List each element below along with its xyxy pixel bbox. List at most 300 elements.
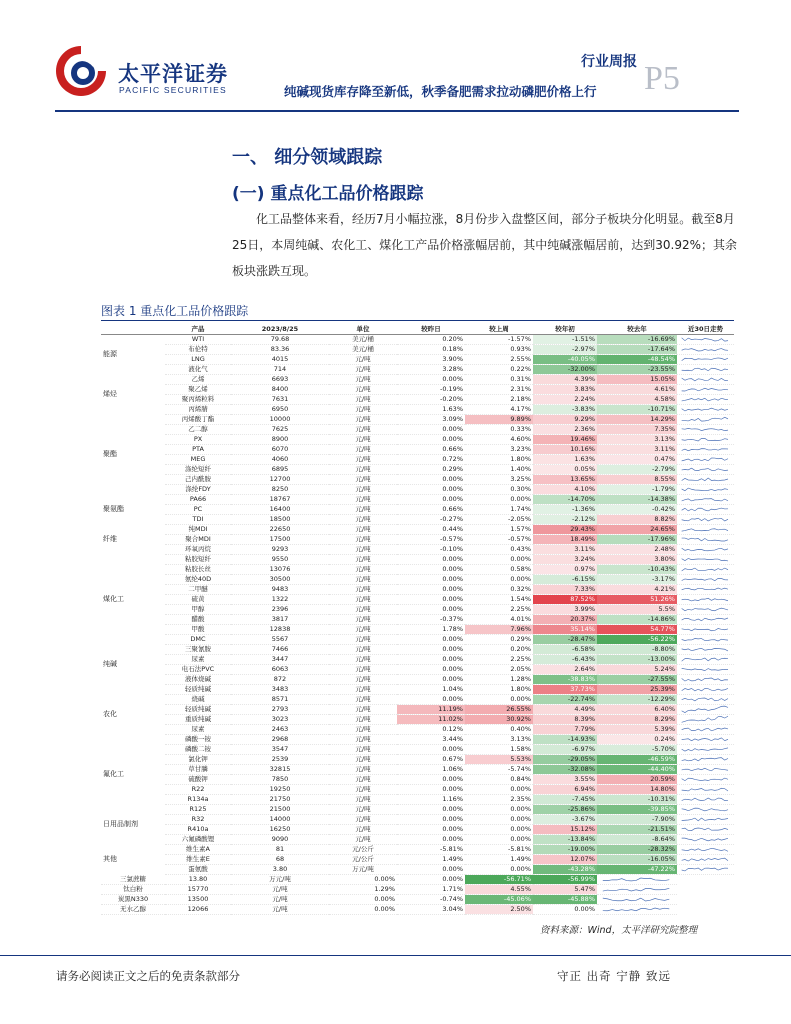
price-cell: 9090 (231, 834, 329, 844)
table-row (101, 464, 734, 474)
unit-cell: 元/吨 (329, 514, 397, 524)
ytd-change-cell: 2.24% (533, 394, 597, 404)
unit-cell: 元/吨 (329, 724, 397, 734)
yoy-change-cell: 20.59% (597, 774, 677, 784)
table-row (101, 534, 734, 544)
product-cell: 轻质纯碱 (165, 684, 231, 694)
logo-text-cn: 太平洋证券 (118, 62, 228, 86)
unit-cell: 元/吨 (329, 804, 397, 814)
week-change-cell: -2.05% (465, 514, 533, 524)
price-cell: 7631 (231, 394, 329, 404)
sector-label: 农化 (103, 709, 117, 718)
price-cell: 18767 (231, 494, 329, 504)
ytd-change-cell: -7.45% (533, 794, 597, 804)
day-change-cell: 0.00% (397, 424, 465, 434)
unit-cell: 元/吨 (329, 494, 397, 504)
product-cell: R134a (165, 794, 231, 804)
trend-sparkline (677, 454, 734, 464)
yoy-change-cell: 4.21% (597, 584, 677, 594)
unit-cell: 美元/桶 (329, 344, 397, 354)
unit-cell: 元/吨 (329, 594, 397, 604)
sector-label: 能源 (103, 350, 117, 359)
trend-sparkline (677, 504, 734, 514)
ytd-change-cell: -1.36% (533, 504, 597, 514)
day-change-cell: 1.04% (397, 684, 465, 694)
unit-cell: 元/吨 (231, 904, 329, 914)
ytd-change-cell: -45.06% (465, 894, 533, 904)
product-cell: 六氟磷酸锂 (165, 834, 231, 844)
header-product: 产品 (165, 325, 231, 334)
table-row (101, 444, 734, 454)
unit-cell: 元/吨 (329, 454, 397, 464)
day-change-cell: 0.44% (397, 524, 465, 534)
ytd-change-cell: -2.12% (533, 514, 597, 524)
table-row (101, 764, 734, 774)
price-tracking-table (101, 325, 734, 915)
header-ytd-change: 较年初 (533, 325, 597, 334)
unit-cell: 元/吨 (329, 734, 397, 744)
table-row (101, 794, 734, 804)
yoy-change-cell: 6.40% (597, 704, 677, 714)
week-change-cell: 0.00% (465, 864, 533, 874)
ytd-change-cell: 18.49% (533, 534, 597, 544)
day-change-cell: 1.49% (397, 854, 465, 864)
product-cell: 磷酸二铵 (165, 744, 231, 754)
trend-sparkline (677, 774, 734, 784)
yoy-change-cell: 8.82% (597, 514, 677, 524)
unit-cell: 元/吨 (329, 614, 397, 624)
table-row (101, 744, 734, 754)
product-cell: PX (165, 434, 231, 444)
day-change-cell: 0.00% (397, 784, 465, 794)
table-row (101, 474, 734, 484)
table-row (101, 734, 734, 744)
trend-sparkline (677, 814, 734, 824)
price-cell: 12066 (165, 904, 231, 914)
unit-cell: 元/吨 (329, 624, 397, 634)
trend-sparkline (677, 334, 734, 344)
unit-cell: 元/吨 (329, 414, 397, 424)
trend-sparkline (677, 604, 734, 614)
table-row (101, 684, 734, 694)
yoy-change-cell: 0.00% (533, 904, 597, 914)
header-date: 2023/8/25 (231, 325, 329, 334)
week-change-cell: 2.05% (465, 664, 533, 674)
unit-cell: 元/吨 (329, 604, 397, 614)
price-cell: 19250 (231, 784, 329, 794)
price-cell: 13500 (165, 894, 231, 904)
price-cell: 17500 (231, 534, 329, 544)
price-cell: 16400 (231, 504, 329, 514)
product-cell: 丙烯酸丁酯 (165, 414, 231, 424)
table-row (101, 604, 734, 614)
day-change-cell: -0.20% (397, 394, 465, 404)
ytd-change-cell: -22.74% (533, 694, 597, 704)
header-day-change: 较昨日 (397, 325, 465, 334)
day-change-cell: 1.78% (397, 624, 465, 634)
trend-sparkline (677, 654, 734, 664)
yoy-change-cell: -27.55% (597, 674, 677, 684)
logo-text-en: PACIFIC SECURITIES (119, 85, 227, 95)
price-cell: 13076 (231, 564, 329, 574)
price-cell: 8571 (231, 694, 329, 704)
product-cell: R22 (165, 784, 231, 794)
yoy-change-cell: 0.47% (597, 454, 677, 464)
yoy-change-cell: -10.71% (597, 404, 677, 414)
week-change-cell: 3.13% (465, 734, 533, 744)
trend-sparkline (677, 854, 734, 864)
yoy-change-cell: 51.26% (597, 594, 677, 604)
ytd-change-cell: -25.86% (533, 804, 597, 814)
price-cell: 7850 (231, 774, 329, 784)
yoy-change-cell: -8.80% (597, 644, 677, 654)
table-row (101, 494, 734, 504)
week-change-cell: 4.17% (465, 404, 533, 414)
week-change-cell: 2.35% (465, 794, 533, 804)
sector-label: 氟化工 (103, 769, 124, 778)
day-change-cell: 0.00% (397, 474, 465, 484)
ytd-change-cell: 3.55% (533, 774, 597, 784)
week-change-cell: 4.01% (465, 614, 533, 624)
day-change-cell: 0.00% (397, 694, 465, 704)
week-change-cell: 0.20% (465, 644, 533, 654)
price-cell: 10000 (231, 414, 329, 424)
day-change-cell: -0.27% (397, 514, 465, 524)
day-change-cell: 3.90% (397, 354, 465, 364)
ytd-change-cell: -13.84% (533, 834, 597, 844)
day-change-cell: 1.06% (397, 764, 465, 774)
table-row (101, 424, 734, 434)
footer-motto: 守正 出奇 宁静 致远 (557, 969, 671, 983)
week-change-cell: 0.00% (397, 874, 465, 884)
day-change-cell: 0.67% (397, 754, 465, 764)
day-change-cell: -0.57% (397, 534, 465, 544)
day-change-cell: 0.00% (397, 744, 465, 754)
week-change-cell: 0.31% (465, 374, 533, 384)
product-cell: 钛白粉 (101, 884, 165, 894)
yoy-change-cell: -14.86% (597, 614, 677, 624)
unit-cell: 万元/吨 (329, 864, 397, 874)
ytd-change-cell: 8.39% (533, 714, 597, 724)
trend-sparkline (677, 364, 734, 374)
day-change-cell: 0.72% (397, 454, 465, 464)
table-row (101, 654, 734, 664)
day-change-cell: 3.28% (397, 364, 465, 374)
week-change-cell: 5.53% (465, 754, 533, 764)
ytd-change-cell: -28.47% (533, 634, 597, 644)
week-change-cell: -5.81% (465, 844, 533, 854)
yoy-change-cell: 3.11% (597, 444, 677, 454)
unit-cell: 元/吨 (329, 764, 397, 774)
table-row (101, 644, 734, 654)
ytd-change-cell: -14.70% (533, 494, 597, 504)
trend-sparkline (677, 424, 734, 434)
unit-cell: 元/吨 (329, 404, 397, 414)
price-cell: 3447 (231, 654, 329, 664)
table-row (101, 364, 734, 374)
week-change-cell: 0.00% (465, 784, 533, 794)
price-cell: 83.36 (231, 344, 329, 354)
header-week-change: 较上周 (465, 325, 533, 334)
ytd-change-cell: -38.83% (533, 674, 597, 684)
yoy-change-cell: 0.24% (597, 734, 677, 744)
product-cell: 甲酸 (165, 624, 231, 634)
week-change-cell: 7.96% (465, 624, 533, 634)
price-cell: 22650 (231, 524, 329, 534)
week-change-cell: 0.00% (465, 554, 533, 564)
day-change-cell: 0.00% (397, 644, 465, 654)
day-change-cell: 0.00% (397, 494, 465, 504)
table-row (101, 394, 734, 404)
unit-cell: 元/吨 (329, 384, 397, 394)
trend-sparkline (677, 664, 734, 674)
figure-divider (101, 320, 734, 321)
unit-cell: 元/吨 (329, 354, 397, 364)
trend-sparkline (677, 834, 734, 844)
ytd-change-cell: 0.05% (533, 464, 597, 474)
trend-sparkline (677, 764, 734, 774)
trend-sparkline (677, 354, 734, 364)
unit-cell: 元/吨 (329, 704, 397, 714)
price-cell: 4015 (231, 354, 329, 364)
trend-sparkline (677, 484, 734, 494)
yoy-change-cell: -14.38% (597, 494, 677, 504)
unit-cell: 元/吨 (329, 814, 397, 824)
trend-sparkline (677, 714, 734, 724)
yoy-change-cell: 14.80% (597, 784, 677, 794)
day-change-cell: 0.00% (397, 834, 465, 844)
unit-cell: 元/吨 (329, 654, 397, 664)
product-cell: 己内酰胺 (165, 474, 231, 484)
day-change-cell: 0.00% (397, 774, 465, 784)
trend-sparkline (677, 514, 734, 524)
ytd-change-cell: -19.00% (533, 844, 597, 854)
week-change-cell: 0.40% (465, 724, 533, 734)
table-row (101, 554, 734, 564)
product-cell: DMC (165, 634, 231, 644)
price-cell: 7625 (231, 424, 329, 434)
trend-sparkline (677, 794, 734, 804)
product-cell: 尿素 (165, 724, 231, 734)
product-cell: 草甘膦 (165, 764, 231, 774)
product-cell: 磷酸一铵 (165, 734, 231, 744)
price-cell: 7466 (231, 644, 329, 654)
day-change-cell: 0.00% (397, 864, 465, 874)
table-row (101, 884, 734, 894)
sector-label: 聚酯 (103, 449, 117, 458)
product-cell: 涤纶FDY (165, 484, 231, 494)
day-change-cell: 3.44% (397, 734, 465, 744)
ytd-change-cell: 4.49% (533, 704, 597, 714)
week-change-cell: 1.80% (465, 454, 533, 464)
unit-cell: 元/吨 (329, 374, 397, 384)
day-change-cell: 0.00% (397, 554, 465, 564)
day-change-cell: -5.81% (397, 844, 465, 854)
sector-label: 聚氨酯 (103, 504, 124, 513)
yoy-change-cell: -23.55% (597, 364, 677, 374)
unit-cell: 万元/吨 (231, 874, 329, 884)
product-cell: 三聚氰胺 (165, 644, 231, 654)
header-divider (55, 110, 739, 112)
price-cell: 32815 (231, 764, 329, 774)
yoy-change-cell: -1.79% (597, 484, 677, 494)
unit-cell: 元/吨 (329, 484, 397, 494)
unit-cell: 元/吨 (329, 464, 397, 474)
trend-sparkline (677, 824, 734, 834)
ytd-change-cell: 3.11% (533, 544, 597, 554)
yoy-change-cell: 5.47% (533, 884, 597, 894)
yoy-change-cell: 3.80% (597, 554, 677, 564)
ytd-change-cell: 4.10% (533, 484, 597, 494)
price-cell: 12700 (231, 474, 329, 484)
price-cell: 3483 (231, 684, 329, 694)
table-row (101, 354, 734, 364)
week-change-cell: 9.89% (465, 414, 533, 424)
unit-cell: 元/吨 (329, 674, 397, 684)
yoy-change-cell: -17.64% (597, 344, 677, 354)
ytd-change-cell: 2.36% (533, 424, 597, 434)
sector-label: 烯烃 (103, 389, 117, 398)
product-cell: 烧碱 (165, 694, 231, 704)
price-cell: 79.68 (231, 334, 329, 344)
table-row (101, 864, 734, 874)
week-change-cell: 0.29% (465, 634, 533, 644)
yoy-change-cell: 15.05% (597, 374, 677, 384)
yoy-change-cell: -3.17% (597, 574, 677, 584)
unit-cell: 元/吨 (329, 474, 397, 484)
day-change-cell: 0.00% (397, 564, 465, 574)
trend-sparkline (677, 404, 734, 414)
product-cell: 三氯蔗糖 (101, 874, 165, 884)
unit-cell: 元/吨 (329, 574, 397, 584)
day-change-cell: 0.00% (397, 584, 465, 594)
table-body (101, 334, 734, 914)
ytd-change-cell: 13.65% (533, 474, 597, 484)
trend-sparkline (677, 384, 734, 394)
trend-sparkline (677, 614, 734, 624)
yoy-change-cell: -46.59% (597, 754, 677, 764)
product-cell: 甲醇 (165, 604, 231, 614)
table-row (101, 544, 734, 554)
table-row (101, 844, 734, 854)
trend-sparkline (677, 804, 734, 814)
yoy-change-cell: -56.22% (597, 634, 677, 644)
trend-sparkline (597, 894, 677, 904)
day-change-cell: -0.19% (397, 384, 465, 394)
trend-sparkline (677, 524, 734, 534)
day-change-cell: 0.00% (397, 574, 465, 584)
yoy-change-cell: 54.77% (597, 624, 677, 634)
product-cell: 聚合MDI (165, 534, 231, 544)
day-change-cell: 0.66% (397, 444, 465, 454)
price-cell: 8250 (231, 484, 329, 494)
trend-sparkline (677, 754, 734, 764)
yoy-change-cell: 5.39% (597, 724, 677, 734)
trend-sparkline (597, 884, 677, 894)
header-30d-trend: 近30日走势 (677, 325, 734, 334)
yoy-change-cell: -5.70% (597, 744, 677, 754)
day-change-cell: 0.00% (397, 594, 465, 604)
table-row (101, 514, 734, 524)
trend-sparkline (677, 494, 734, 504)
trend-sparkline (677, 574, 734, 584)
unit-cell: 元/吨 (329, 444, 397, 454)
ytd-change-cell: -32.00% (533, 364, 597, 374)
unit-cell: 元/吨 (329, 744, 397, 754)
price-cell: 21750 (231, 794, 329, 804)
table-row (101, 904, 734, 914)
day-change-cell: 0.00% (397, 674, 465, 684)
trend-sparkline (677, 734, 734, 744)
ytd-change-cell: 2.50% (465, 904, 533, 914)
week-change-cell: 0.00% (465, 494, 533, 504)
ytd-change-cell: 1.63% (533, 454, 597, 464)
week-change-cell: 1.28% (465, 674, 533, 684)
yoy-change-cell: 8.55% (597, 474, 677, 484)
trend-sparkline (677, 344, 734, 354)
product-cell: 氨纶40D (165, 574, 231, 584)
week-change-cell: 4.60% (465, 434, 533, 444)
week-change-cell: 0.22% (465, 364, 533, 374)
product-cell: 电石法PVC (165, 664, 231, 674)
product-cell: 醋酸 (165, 614, 231, 624)
table-row (101, 584, 734, 594)
price-cell: 2968 (231, 734, 329, 744)
week-change-cell: 3.25% (465, 474, 533, 484)
product-cell: R32 (165, 814, 231, 824)
price-cell: 714 (231, 364, 329, 374)
table-row (101, 384, 734, 394)
price-cell: 12838 (231, 624, 329, 634)
product-cell: 硫黄 (165, 594, 231, 604)
product-cell: LNG (165, 354, 231, 364)
price-cell: 8900 (231, 434, 329, 444)
day-change-cell: 0.00% (329, 874, 397, 884)
yoy-change-cell: -39.85% (597, 804, 677, 814)
product-cell: 粘胶短纤 (165, 554, 231, 564)
day-change-cell: 3.09% (397, 414, 465, 424)
subsection-heading: (一) 重点化工品价格跟踪 (232, 184, 424, 204)
yoy-change-cell: -16.05% (597, 854, 677, 864)
product-cell: 维生素E (165, 854, 231, 864)
product-cell: 粘胶长丝 (165, 564, 231, 574)
day-change-cell: 0.20% (397, 334, 465, 344)
price-cell: 8400 (231, 384, 329, 394)
price-cell: 16250 (231, 824, 329, 834)
week-change-cell: -0.74% (397, 894, 465, 904)
trend-sparkline (677, 744, 734, 754)
yoy-change-cell: -21.51% (597, 824, 677, 834)
table-row (101, 834, 734, 844)
trend-sparkline (677, 784, 734, 794)
ytd-change-cell: 37.73% (533, 684, 597, 694)
price-cell: 68 (231, 854, 329, 864)
product-cell: R125 (165, 804, 231, 814)
ytd-change-cell: -2.97% (533, 344, 597, 354)
sector-label: 纤维 (103, 534, 117, 543)
product-cell: 纯MDI (165, 524, 231, 534)
unit-cell: 元/吨 (329, 774, 397, 784)
product-cell: 无水乙醇 (101, 904, 165, 914)
week-change-cell: 0.00% (465, 824, 533, 834)
table-row (101, 454, 734, 464)
unit-cell: 元/吨 (329, 364, 397, 374)
price-cell: 15770 (165, 884, 231, 894)
day-change-cell: 1.16% (397, 794, 465, 804)
week-change-cell: 3.23% (465, 444, 533, 454)
yoy-change-cell: -56.99% (533, 874, 597, 884)
price-cell: 6693 (231, 374, 329, 384)
